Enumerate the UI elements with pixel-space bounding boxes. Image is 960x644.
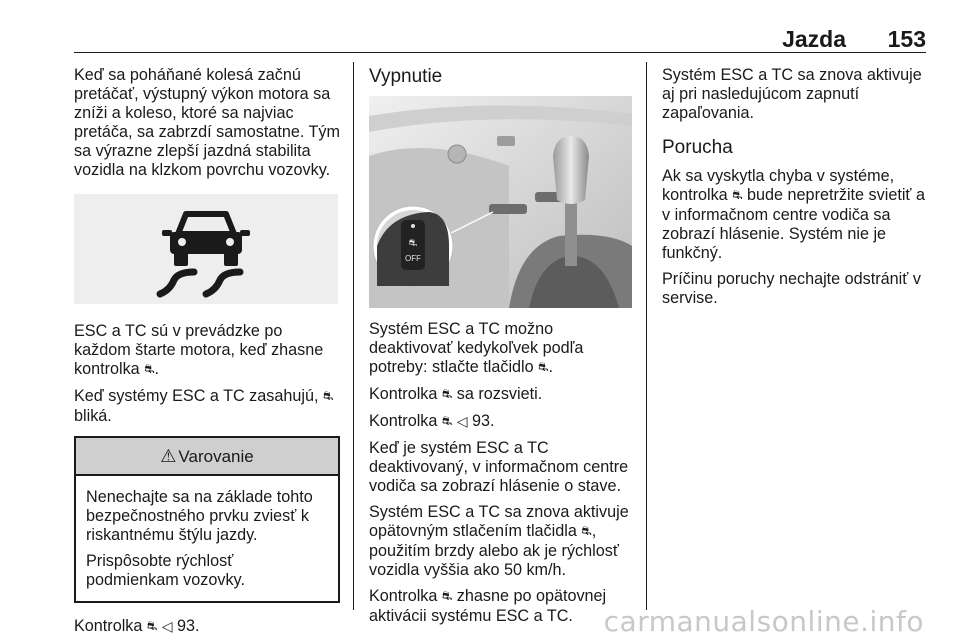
warning-text: Prispôsobte rýchlosť podmienkam vozovky. xyxy=(86,552,245,589)
watermark: carmanualsonline.info xyxy=(603,605,924,638)
paragraph: Keď sa poháňané kolesá začnú pretáčať, výstupný výkon motora sa zníži a koleso, ktoré sa najviac pretáča, sa zabrzdí samostatne. Tým sa výrazne zlepší jazdná stabilita vozidla na klzkom povrchu vozovky. xyxy=(74,66,341,179)
esc-skid-illustration xyxy=(74,194,338,304)
warning-body xyxy=(76,476,338,601)
esc-icon: ⛐ xyxy=(144,362,155,376)
paragraph: Kontrolka ⛐ zhasne po opätovnej aktivácii systému ESC a TC. xyxy=(369,587,607,625)
column-divider xyxy=(646,62,647,610)
esc-off-icon: ⛐ xyxy=(581,524,592,538)
reference-arrow-icon: ◁ xyxy=(456,413,468,429)
svg-text:⛐: ⛐ xyxy=(408,238,418,249)
column-1 xyxy=(74,66,342,644)
paragraph: Kontrolka ⛐ ◁ 93. xyxy=(369,412,495,430)
esc-icon: ⛐ xyxy=(146,619,158,633)
esc-icon: ⛐ xyxy=(322,389,334,403)
column-2 xyxy=(369,66,633,633)
esc-off-icon: ⛐ xyxy=(538,360,549,374)
column-divider xyxy=(353,62,354,610)
paragraph: Systém ESC a TC sa znova aktivuje aj pri nasledujúcom zapnutí zapaľovania. xyxy=(662,66,922,122)
off-button-label: OFF xyxy=(405,254,421,263)
warning-triangle-icon: ⚠ xyxy=(160,445,177,466)
gear-lever-photo xyxy=(369,96,632,308)
esc-off-icon: ⛐ xyxy=(441,387,453,401)
esc-icon: ⛐ xyxy=(732,188,743,202)
paragraph: Ak sa vyskytla chyba v systéme, kontrolka ⛐ bude nepretržite svietiť a v informačnom centre vodiča sa zobrazí hlásenie. Systém nie je funkčný. xyxy=(662,167,925,262)
paragraph: Keď systémy ESC a TC zasahujú, ⛐ bliká. xyxy=(74,387,334,425)
page-header xyxy=(74,26,926,53)
console-illustration xyxy=(369,96,632,308)
paragraph: Systém ESC a TC sa znova aktivuje opätovným stlačením tlačidla ⛐, použitím brzdy alebo ak je rýchlosť vozidla vyššia ako 50 km/h. xyxy=(369,503,629,579)
paragraph: Systém ESC a TC možno deaktivovať kedykoľvek podľa potreby: stlačte tlačidlo ⛐. xyxy=(369,320,584,376)
page-number: 153 xyxy=(887,26,926,52)
esc-off-icon: ⛐ xyxy=(441,414,453,428)
warning-title: Varovanie xyxy=(178,446,254,466)
paragraph: Kontrolka ⛐ sa rozsvieti. xyxy=(369,385,543,403)
section-title: Jazda xyxy=(782,26,846,52)
car-skid-icon xyxy=(74,194,338,304)
warning-header xyxy=(76,438,338,476)
paragraph: Príčinu poruchy nechajte odstrániť v servise. xyxy=(662,270,921,307)
paragraph: ESC a TC sú v prevádzke po každom štarte motora, keď zhasne kontrolka ⛐. xyxy=(74,322,324,378)
column-3 xyxy=(662,66,928,315)
reference-arrow-icon: ◁ xyxy=(161,618,173,634)
section-heading: Vypnutie xyxy=(369,66,443,87)
warning-text: Nenechajte sa na základe tohto bezpečnostného prvku zviesť k riskantnému štýlu jazdy. xyxy=(86,488,313,544)
paragraph: Kontrolka ⛐ ◁ 93. xyxy=(74,617,200,635)
esc-off-icon: ⛐ xyxy=(441,589,453,603)
warning-box xyxy=(74,436,340,603)
paragraph: Keď je systém ESC a TC deaktivovaný, v informačnom centre vodiča sa zobrazí hlásenie o stave. xyxy=(369,439,629,495)
section-heading: Porucha xyxy=(662,137,733,158)
